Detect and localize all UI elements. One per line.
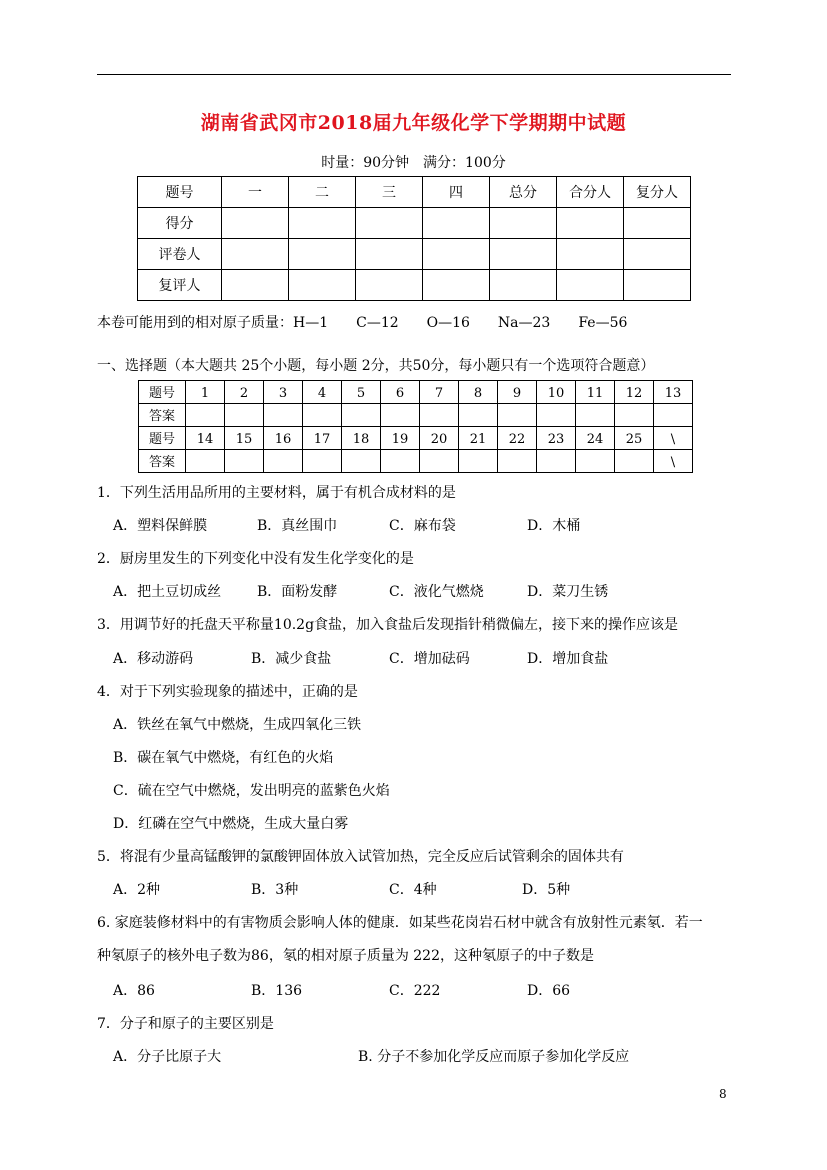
question-stem: 3．用调节好的托盘天平称量10.2g食盐，加入食盐后发现指针稍微偏左，接下来的操作应该是 [97,617,679,633]
answer-cell[interactable] [264,404,303,427]
score-cell [222,270,289,301]
answer-cell[interactable] [420,450,459,473]
answer-cell[interactable] [381,450,420,473]
score-table-header-row [138,177,691,208]
option: C．硫在空气中燃烧，发出明亮的蓝紫色火焰 [113,783,390,799]
answer-grid [138,380,693,473]
answer-grid-answer-row [139,450,693,473]
question-stem: 5．将混有少量高锰酸钾的氯酸钾固体放入试管加热，完全反应后试管剩余的固体共有 [97,849,624,865]
option: B．碳在氧气中燃烧，有红色的火焰 [113,750,334,766]
answer-cell[interactable] [186,404,225,427]
option: C．麻布袋 [389,518,456,534]
answer-grid-slash: \ [654,427,693,450]
answer-grid-number: 6 [381,381,420,404]
answer-grid-number: 10 [537,381,576,404]
answer-grid-number: 23 [537,427,576,450]
answer-grid-number: 13 [654,381,693,404]
question-stem: 2．厨房里发生的下列变化中没有发生化学变化的是 [97,551,414,567]
option: A．分子比原子大 [113,1049,222,1065]
option: D．菜刀生锈 [527,584,609,600]
option: B．真丝围巾 [257,518,338,534]
option: B．3种 [251,882,299,898]
score-header-cell: 合分人 [557,177,624,208]
answer-cell[interactable] [498,450,537,473]
option: C．液化气燃烧 [389,584,484,600]
answer-cell[interactable] [615,450,654,473]
answer-grid-number: 1 [186,381,225,404]
score-cell [557,270,624,301]
option: D．5种 [522,882,571,898]
score-table-row [138,208,691,239]
score-header-cell: 复分人 [624,177,691,208]
score-cell [222,239,289,270]
option: A．把土豆切成丝 [113,584,222,600]
answer-grid-label: 答案 [139,450,186,473]
answer-grid-label: 题号 [139,427,186,450]
answer-grid-number: 7 [420,381,459,404]
score-cell [423,208,490,239]
answer-cell[interactable] [342,404,381,427]
answer-cell[interactable] [576,450,615,473]
score-header-cell: 一 [222,177,289,208]
score-header-cell: 总分 [490,177,557,208]
score-cell [490,270,557,301]
answer-cell[interactable] [537,404,576,427]
option: A．移动游码 [113,651,194,667]
answer-cell[interactable] [225,450,264,473]
exam-time-score: 时量：90分钟 满分：100分 [321,155,506,171]
answer-cell[interactable] [459,404,498,427]
section-heading: 一、选择题（本大题共 25个小题，每小题 2分，共50分，每小题只有一个选项符合题意） [97,358,655,374]
answer-cell[interactable] [459,450,498,473]
option: D．66 [527,983,571,999]
answer-grid-number: 24 [576,427,615,450]
question-stem-line1: 6. 家庭装修材料中的有害物质会影响人体的健康．如某些花岗岩石材中就含有放射性元素氡．若一 [97,915,703,931]
answer-grid-number: 14 [186,427,225,450]
option: A．2种 [113,882,161,898]
option: A．塑料保鲜膜 [113,518,208,534]
score-cell [289,239,356,270]
option: C．4种 [389,882,437,898]
answer-grid-number: 15 [225,427,264,450]
answer-cell[interactable] [264,450,303,473]
score-header-cell: 四 [423,177,490,208]
answer-cell[interactable] [498,404,537,427]
score-cell [423,270,490,301]
answer-cell[interactable] [303,450,342,473]
score-cell [289,208,356,239]
score-table-row [138,239,691,270]
answer-grid-number: 4 [303,381,342,404]
answer-cell[interactable] [420,404,459,427]
answer-grid-number-row [139,427,693,450]
score-cell [557,239,624,270]
answer-grid-number: 2 [225,381,264,404]
score-cell [624,270,691,301]
score-header-cell: 三 [356,177,423,208]
header-rule [97,74,731,75]
score-cell [624,208,691,239]
answer-grid-number: 8 [459,381,498,404]
score-cell [356,239,423,270]
answer-grid-label: 题号 [139,381,186,404]
option: C．222 [389,983,441,999]
answer-grid-number: 22 [498,427,537,450]
question-stem: 4．对于下列实验现象的描述中，正确的是 [97,684,358,700]
answer-grid-slash: \ [654,450,693,473]
answer-grid-number: 5 [342,381,381,404]
option: B．面粉发酵 [257,584,338,600]
score-table [137,176,691,301]
answer-grid-number: 25 [615,427,654,450]
question-stem: 1．下列生活用品所用的主要材料，属于有机合成材料的是 [97,485,456,501]
answer-grid-number: 21 [459,427,498,450]
score-table-row [138,270,691,301]
answer-grid-answer-row [139,404,693,427]
score-header-cell: 二 [289,177,356,208]
exam-title: 湖南省武冈市2018届九年级化学下学期期中试题 [200,112,627,134]
answer-grid-number: 19 [381,427,420,450]
option: D．红磷在空气中燃烧，生成大量白雾 [113,816,349,832]
answer-grid-label: 答案 [139,404,186,427]
score-cell [490,239,557,270]
answer-cell[interactable] [615,404,654,427]
answer-cell[interactable] [342,450,381,473]
option: B．136 [251,983,303,999]
answer-cell[interactable] [537,450,576,473]
answer-cell[interactable] [576,404,615,427]
answer-grid-number: 18 [342,427,381,450]
score-cell [356,208,423,239]
question-stem-line2: 种氡原子的核外电子数为86，氡的相对原子质量为 222，这种氡原子的中子数是 [97,948,594,964]
score-cell [624,239,691,270]
score-row-label: 复评人 [138,270,222,301]
answer-cell[interactable] [654,404,693,427]
answer-grid-number: 11 [576,381,615,404]
answer-grid-number: 16 [264,427,303,450]
score-cell [490,208,557,239]
score-cell [423,239,490,270]
score-cell [222,208,289,239]
option: D．木桶 [527,518,581,534]
score-row-label: 评卷人 [138,239,222,270]
score-row-label: 得分 [138,208,222,239]
question-stem: 7．分子和原子的主要区别是 [97,1016,274,1032]
answer-grid-number: 9 [498,381,537,404]
answer-grid-number-row [139,381,693,404]
option: B. 分子不参加化学反应而原子参加化学反应 [358,1049,630,1065]
score-header-cell: 题号 [138,177,222,208]
option: A．86 [113,983,155,999]
answer-grid-number: 20 [420,427,459,450]
option: B．减少食盐 [251,651,332,667]
answer-grid-number: 17 [303,427,342,450]
option: A．铁丝在氧气中燃烧，生成四氧化三铁 [113,717,362,733]
atomic-masses-note: 本卷可能用到的相对原子质量：H—1 C—12 O—16 Na—23 Fe—56 [97,315,628,331]
option: C．增加砝码 [389,651,470,667]
score-cell [557,208,624,239]
score-cell [356,270,423,301]
answer-cell[interactable] [303,404,342,427]
answer-cell[interactable] [381,404,420,427]
answer-grid-number: 12 [615,381,654,404]
option: D．增加食盐 [527,651,609,667]
page-number: 8 [719,1087,727,1101]
score-cell [289,270,356,301]
answer-cell[interactable] [186,450,225,473]
answer-grid-number: 3 [264,381,303,404]
answer-cell[interactable] [225,404,264,427]
